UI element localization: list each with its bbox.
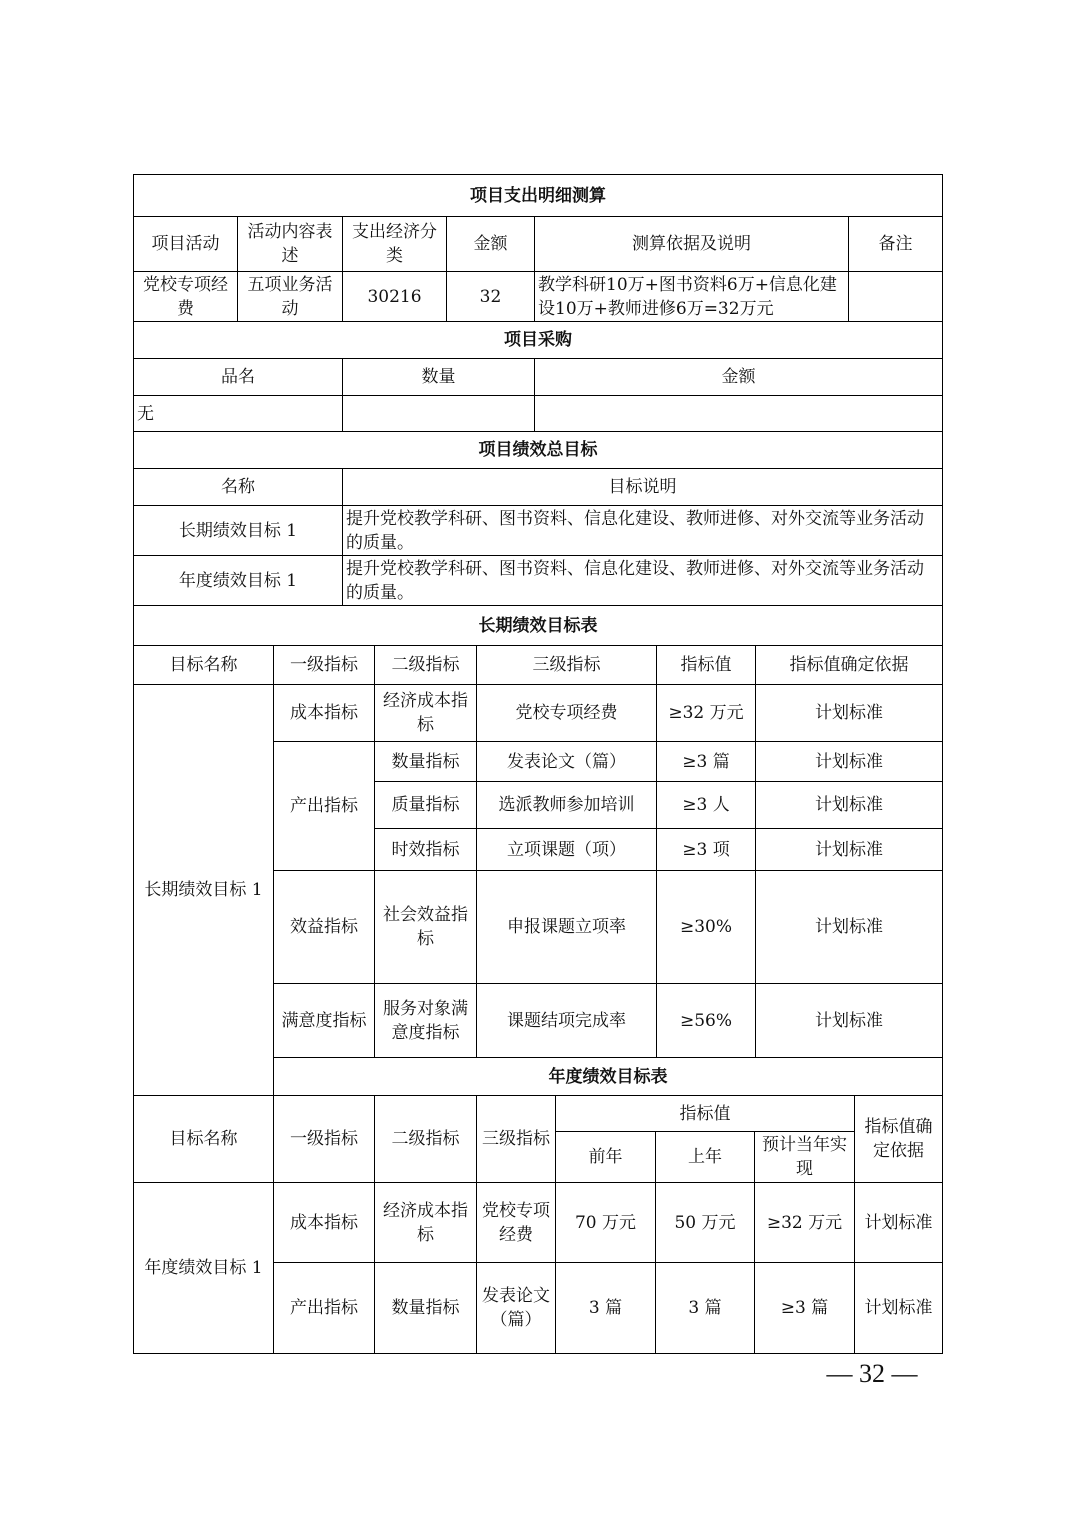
annual-header: 二级指标 bbox=[375, 1096, 477, 1183]
long-term-header: 指标值确定依据 bbox=[756, 646, 943, 685]
expense-activity: 党校专项经费 bbox=[134, 272, 238, 322]
level3-indicator: 立项课题（项） bbox=[477, 829, 657, 871]
level3-indicator: 选派教师参加培训 bbox=[477, 782, 657, 829]
last-year-value: 3 篇 bbox=[656, 1263, 755, 1354]
overall-goal-name: 年度绩效目标 1 bbox=[134, 556, 343, 606]
procurement-header: 金额 bbox=[535, 359, 943, 396]
annual-header: 目标名称 bbox=[134, 1096, 274, 1183]
indicator-basis: 计划标准 bbox=[855, 1183, 943, 1263]
page-number: — 32 — bbox=[826, 1359, 918, 1388]
level1-indicator: 效益指标 bbox=[274, 871, 375, 984]
overall-goal-header: 名称 bbox=[134, 469, 343, 506]
overall-goal-header: 目标说明 bbox=[343, 469, 943, 506]
annual-goal-table bbox=[133, 1095, 943, 1354]
level3-indicator: 发表论文（篇） bbox=[477, 1263, 556, 1354]
level2-indicator: 经济成本指标 bbox=[375, 1183, 477, 1263]
level2-indicator: 时效指标 bbox=[375, 829, 477, 871]
indicator-value: ≥32 万元 bbox=[657, 685, 756, 742]
level2-indicator: 社会效益指标 bbox=[375, 871, 477, 984]
level2-indicator: 经济成本指标 bbox=[375, 685, 477, 742]
long-term-goal-table bbox=[133, 645, 943, 1096]
level1-indicator: 成本指标 bbox=[274, 685, 375, 742]
last-year-value: 50 万元 bbox=[656, 1183, 755, 1263]
annual-goal-name: 年度绩效目标 1 bbox=[134, 1183, 274, 1354]
level1-indicator: 产出指标 bbox=[274, 1263, 375, 1354]
prev-year-value: 3 篇 bbox=[556, 1263, 656, 1354]
expected-value: ≥32 万元 bbox=[755, 1183, 855, 1263]
expense-content: 五项业务活动 bbox=[238, 272, 343, 322]
procurement-name: 无 bbox=[134, 396, 343, 432]
long-term-header: 目标名称 bbox=[134, 646, 274, 685]
indicator-basis: 计划标准 bbox=[756, 984, 943, 1058]
indicator-basis: 计划标准 bbox=[756, 829, 943, 871]
indicator-value: ≥30% bbox=[657, 871, 756, 984]
expense-section-title: 项目支出明细测算 bbox=[134, 175, 943, 217]
procurement-header: 品名 bbox=[134, 359, 343, 396]
level1-indicator: 满意度指标 bbox=[274, 984, 375, 1058]
overall-goal-section-title: 项目绩效总目标 bbox=[134, 432, 943, 469]
overall-goal-desc: 提升党校教学科研、图书资料、信息化建设、教师进修、对外交流等业务活动的质量。 bbox=[343, 556, 943, 606]
level3-indicator: 课题结项完成率 bbox=[477, 984, 657, 1058]
expense-basis: 教学科研10万+图书资料6万+信息化建设10万+教师进修6万=32万元 bbox=[535, 272, 849, 322]
annual-header: 预计当年实现 bbox=[755, 1132, 855, 1183]
prev-year-value: 70 万元 bbox=[556, 1183, 656, 1263]
expected-value: ≥3 篇 bbox=[755, 1263, 855, 1354]
expense-amount: 32 bbox=[447, 272, 535, 322]
indicator-basis: 计划标准 bbox=[756, 685, 943, 742]
level1-indicator: 成本指标 bbox=[274, 1183, 375, 1263]
expense-remark bbox=[849, 272, 943, 322]
annual-header: 一级指标 bbox=[274, 1096, 375, 1183]
long-term-goal-name: 长期绩效目标 1 bbox=[134, 685, 274, 1096]
level1-indicator: 产出指标 bbox=[274, 742, 375, 871]
long-term-header: 一级指标 bbox=[274, 646, 375, 685]
level3-indicator: 发表论文（篇） bbox=[477, 742, 657, 782]
level2-indicator: 服务对象满意度指标 bbox=[375, 984, 477, 1058]
level3-indicator: 党校专项经费 bbox=[477, 1183, 556, 1263]
procurement-header: 数量 bbox=[343, 359, 535, 396]
annual-header: 三级指标 bbox=[477, 1096, 556, 1183]
level3-indicator: 党校专项经费 bbox=[477, 685, 657, 742]
level2-indicator: 数量指标 bbox=[375, 742, 477, 782]
long-term-header: 三级指标 bbox=[477, 646, 657, 685]
annual-header: 前年 bbox=[556, 1132, 656, 1183]
level2-indicator: 数量指标 bbox=[375, 1263, 477, 1354]
indicator-basis: 计划标准 bbox=[756, 871, 943, 984]
annual-header: 上年 bbox=[656, 1132, 755, 1183]
indicator-value: ≥3 项 bbox=[657, 829, 756, 871]
indicator-value: ≥3 人 bbox=[657, 782, 756, 829]
expense-header: 项目活动 bbox=[134, 217, 238, 272]
long-term-header: 指标值 bbox=[657, 646, 756, 685]
expense-econ-class: 30216 bbox=[343, 272, 447, 322]
expense-header: 备注 bbox=[849, 217, 943, 272]
procurement-amount bbox=[535, 396, 943, 432]
indicator-value: ≥3 篇 bbox=[657, 742, 756, 782]
annual-section-title: 年度绩效目标表 bbox=[274, 1058, 943, 1096]
procurement-section-title: 项目采购 bbox=[134, 322, 943, 359]
indicator-basis: 计划标准 bbox=[756, 742, 943, 782]
annual-header: 指标值确定依据 bbox=[855, 1096, 943, 1183]
long-term-header: 二级指标 bbox=[375, 646, 477, 685]
indicator-value: ≥56% bbox=[657, 984, 756, 1058]
procurement-qty bbox=[343, 396, 535, 432]
expense-procurement-goal-table bbox=[133, 174, 943, 646]
indicator-basis: 计划标准 bbox=[855, 1263, 943, 1354]
overall-goal-desc: 提升党校教学科研、图书资料、信息化建设、教师进修、对外交流等业务活动的质量。 bbox=[343, 506, 943, 556]
expense-header: 支出经济分类 bbox=[343, 217, 447, 272]
expense-header: 测算依据及说明 bbox=[535, 217, 849, 272]
expense-header: 金额 bbox=[447, 217, 535, 272]
level2-indicator: 质量指标 bbox=[375, 782, 477, 829]
overall-goal-name: 长期绩效目标 1 bbox=[134, 506, 343, 556]
long-term-section-title: 长期绩效目标表 bbox=[134, 606, 943, 646]
annual-header: 指标值 bbox=[556, 1096, 855, 1132]
expense-header: 活动内容表述 bbox=[238, 217, 343, 272]
level3-indicator: 申报课题立项率 bbox=[477, 871, 657, 984]
indicator-basis: 计划标准 bbox=[756, 782, 943, 829]
